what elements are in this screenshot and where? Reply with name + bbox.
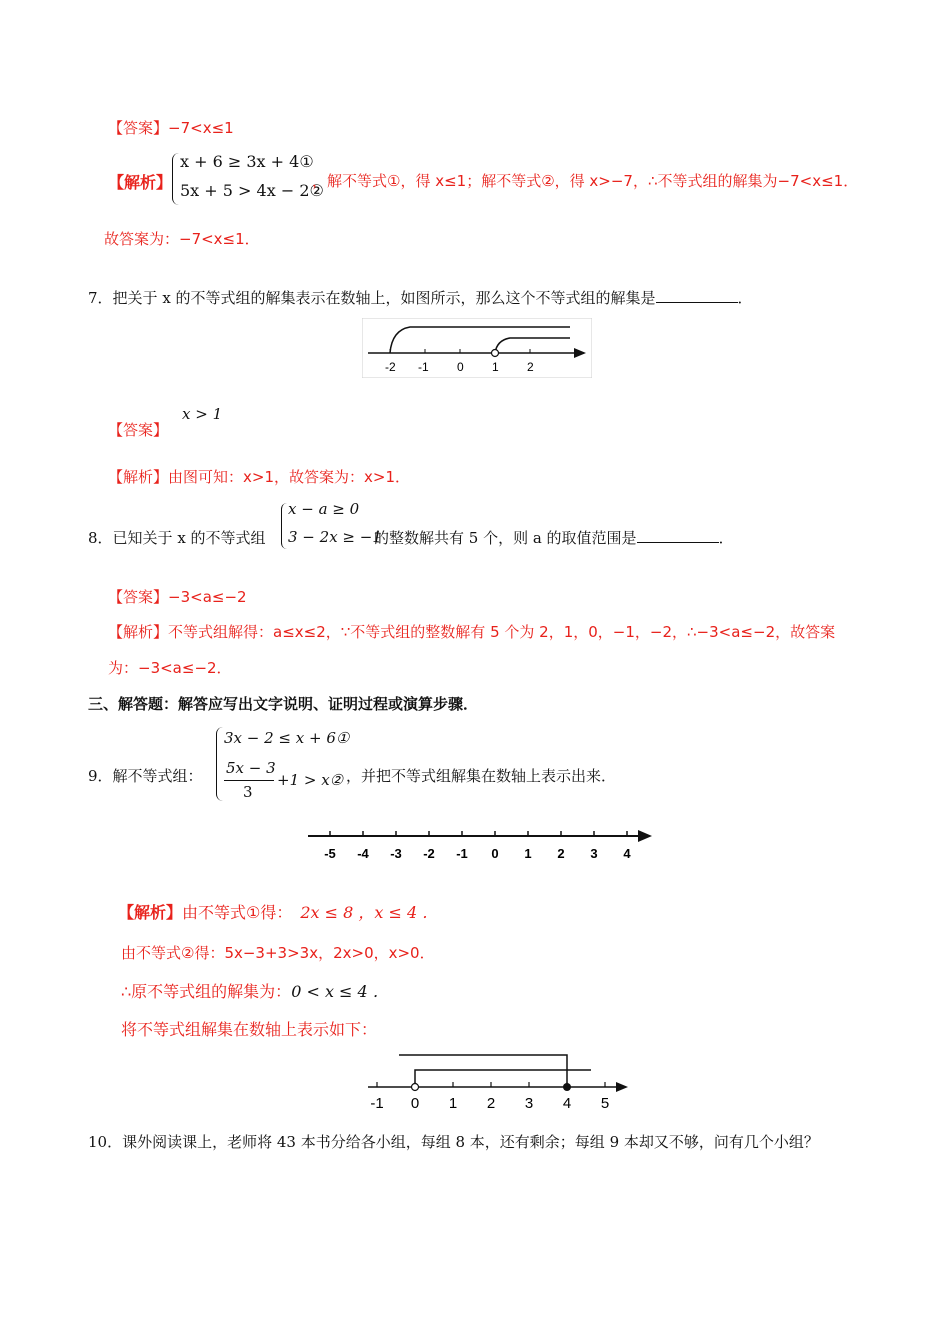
question-text: ，并把不等式组解集在数轴上表示出来． <box>346 767 617 785</box>
analysis-text: 由图可知：x>1，故答案为：x>1． <box>168 468 410 486</box>
analysis-text-cont: 为：−3<a≤−2． <box>108 659 232 677</box>
number-line-q7 <box>362 318 592 378</box>
answer-value: −7<x≤1 <box>168 119 234 137</box>
system-brace <box>281 503 287 549</box>
tick-label: 4 <box>623 846 631 861</box>
question-8-post <box>374 527 734 548</box>
system-line-2: 5x + 5 > 4x − 2② <box>180 181 324 200</box>
conclusion-text: 故答案为：−7<x≤1． <box>104 230 260 248</box>
tick-label: -3 <box>390 846 402 861</box>
answer-value: −3<a≤−2 <box>168 588 247 606</box>
question-number: 9． <box>88 767 113 785</box>
system-line-2: 3 − 2x ≥ −1 <box>288 528 382 546</box>
tick-label: -1 <box>418 360 429 374</box>
fraction-denominator: 3 <box>243 783 253 801</box>
analysis-tag: 【解析】 <box>108 468 169 486</box>
tick-label: -1 <box>456 846 468 861</box>
analysis-line-4: 将不等式组解集在数轴上表示如下： <box>121 1020 378 1039</box>
answer-tag: 【答案】 <box>108 119 169 137</box>
analysis-text: 由不等式①得： <box>182 903 293 922</box>
system-line-1: x − a ≥ 0 <box>288 500 360 518</box>
tick-label: -2 <box>423 846 435 861</box>
tick-label: 1 <box>524 846 532 861</box>
answer-blank <box>637 528 719 543</box>
question-end: ． <box>718 529 734 547</box>
answer-line <box>108 117 234 138</box>
analysis-tag: 【解析】 <box>118 903 183 922</box>
question-text: 的整数解共有 5 个，则 a 的取值范围是 <box>374 529 637 547</box>
number-line-q9 <box>300 822 660 864</box>
answer-tag: 【答案】 <box>108 588 169 606</box>
answer-blank <box>656 288 738 303</box>
answer-tag: 【答案】 <box>108 421 169 439</box>
tick-label: 3 <box>590 846 598 861</box>
math-expression: 2x ≤ 8 ，x ≤ 4 ． <box>300 903 439 922</box>
question-text: 已知关于 x 的不等式组 <box>112 529 266 547</box>
system-line-1: x + 6 ≥ 3x + 4① <box>180 152 314 171</box>
tick-label: 5 <box>600 1095 610 1112</box>
analysis-text: ，解不等式①，得 x≤1；解不等式②，得 x>−7，∴不等式组的解集为−7<x≤1． <box>312 172 859 190</box>
math-expression: 0 < x ≤ 4 ． <box>291 982 389 1001</box>
question-text: 课外阅读课上，老师将 43 本书分给各小组，每组 8 本，还有剩余；每组 9 本却又不够，问有几个小组？ <box>122 1133 819 1151</box>
fraction-numerator: 5x − 3 <box>226 759 276 777</box>
question-number: 8． <box>88 529 113 547</box>
tick-label: 0 <box>491 846 499 861</box>
tick-label: 2 <box>527 360 534 374</box>
tick-label: 0 <box>457 360 464 374</box>
tick-label: 3 <box>524 1095 534 1112</box>
question-8-pre <box>88 527 266 548</box>
analysis-line-1 <box>118 900 438 923</box>
fraction-bar <box>224 780 274 781</box>
analysis-line <box>108 621 835 642</box>
tick-label: -5 <box>324 846 336 861</box>
system-brace <box>172 153 179 205</box>
tick-label: 4 <box>562 1095 572 1112</box>
question-number: 7． <box>88 289 113 307</box>
question-10 <box>88 1131 819 1152</box>
tick-label: -2 <box>385 360 396 374</box>
question-text: 解不等式组： <box>112 767 203 785</box>
analysis-tag: 【解析】 <box>108 623 169 641</box>
question-9-pre <box>88 765 203 786</box>
analysis-line-2: 由不等式②得：5x−3+3>3x，2x>0，x>0． <box>121 944 435 962</box>
question-end: ． <box>737 289 753 307</box>
section-title: 三、解答题：解答应写出文字说明、证明过程或演算步骤． <box>88 695 479 713</box>
system-line-1: 3x − 2 ≤ x + 6① <box>224 729 350 747</box>
analysis-line-3 <box>121 979 389 1002</box>
tick-label: 2 <box>557 846 565 861</box>
analysis-text: ∴原不等式组的解集为： <box>121 982 292 1001</box>
question-text: 把关于 x 的不等式组的解集表示在数轴上，如图所示，那么这个不等式组的解集是 <box>112 289 656 307</box>
analysis-line <box>108 466 410 487</box>
tick-label: -1 <box>370 1095 384 1112</box>
answer-value: x > 1 <box>182 405 223 423</box>
system-brace <box>216 727 223 801</box>
tick-label: 2 <box>486 1095 496 1112</box>
answer-line <box>108 586 247 607</box>
question-7 <box>88 287 753 308</box>
tick-label: 1 <box>448 1095 458 1112</box>
solution-number-line <box>362 1046 634 1114</box>
fraction-rest: +1 > x② <box>277 771 344 789</box>
question-number: 10． <box>88 1133 123 1151</box>
tick-label: 0 <box>410 1095 420 1112</box>
analysis-tag: 【解析】 <box>108 173 173 192</box>
analysis-text: 不等式组解得：a≤x≤2，∵不等式组的整数解有 5 个为 2，1，0，−1，−2，∴−3<a≤−2，故答案 <box>168 623 836 641</box>
tick-label: 1 <box>492 360 499 374</box>
tick-label: -4 <box>357 846 369 861</box>
